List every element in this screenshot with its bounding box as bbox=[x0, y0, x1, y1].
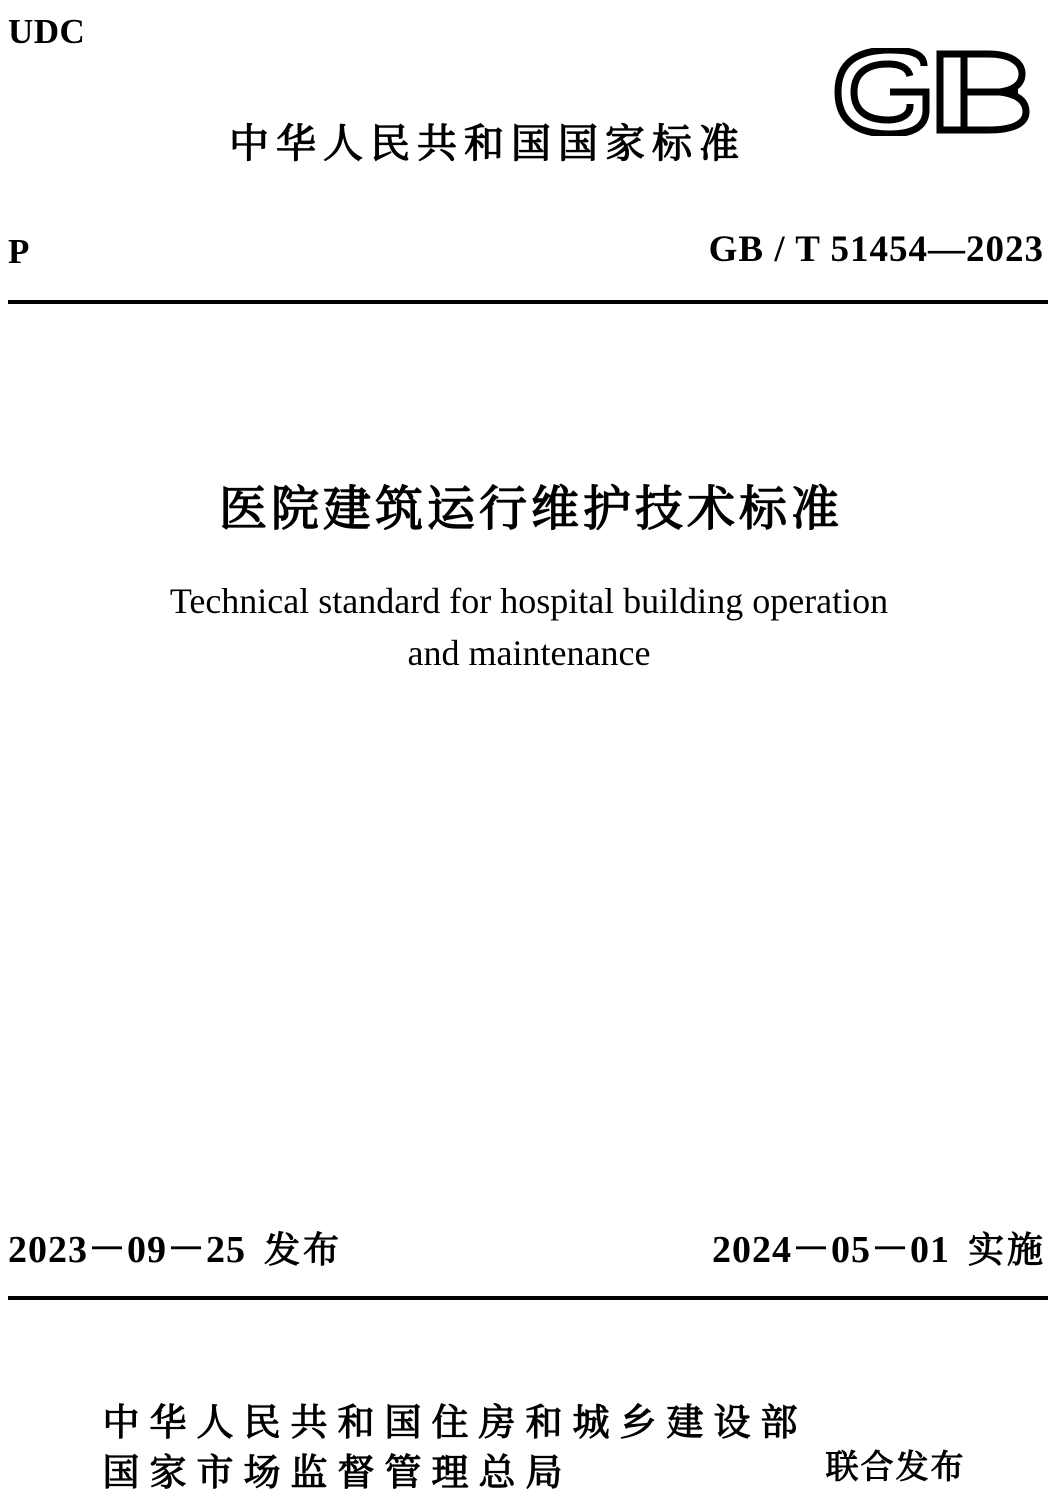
effective-date-group bbox=[712, 1218, 1046, 1273]
issue-date: 2023－09－25 bbox=[8, 1229, 247, 1271]
category-letter: P bbox=[8, 232, 30, 271]
document-title-chinese: 医院建筑运行维护技术标准 bbox=[218, 481, 843, 537]
effective-label: 实施 bbox=[967, 1230, 1046, 1271]
document-title-english-line1: Technical standard for hospital building operation bbox=[169, 581, 889, 621]
effective-date: 2024－05－01 bbox=[711, 1229, 950, 1271]
national-standard-title: 中华人民共和国国家标准 bbox=[229, 121, 746, 167]
document-title-english bbox=[90, 575, 968, 679]
standard-number: GB / T 51454—2023 bbox=[708, 229, 1044, 270]
publisher-block bbox=[0, 1398, 1058, 1498]
issue-label: 发布 bbox=[264, 1230, 343, 1271]
top-divider bbox=[8, 300, 1048, 304]
udc-label: UDC bbox=[8, 12, 86, 51]
publisher-line-2: 国家市场监督管理总局 bbox=[102, 1450, 573, 1494]
document-title-english-line2: and maintenance bbox=[407, 633, 651, 674]
gb-logo-icon bbox=[828, 48, 1038, 136]
bottom-divider bbox=[8, 1296, 1048, 1300]
publisher-names bbox=[93, 1398, 808, 1498]
publisher-line-1: 中华人民共和国住房和城乡建设部 bbox=[102, 1401, 808, 1444]
date-row bbox=[8, 1218, 1046, 1273]
issue-date-group bbox=[8, 1218, 342, 1273]
joint-release-label: 联合发布 bbox=[825, 1447, 966, 1487]
